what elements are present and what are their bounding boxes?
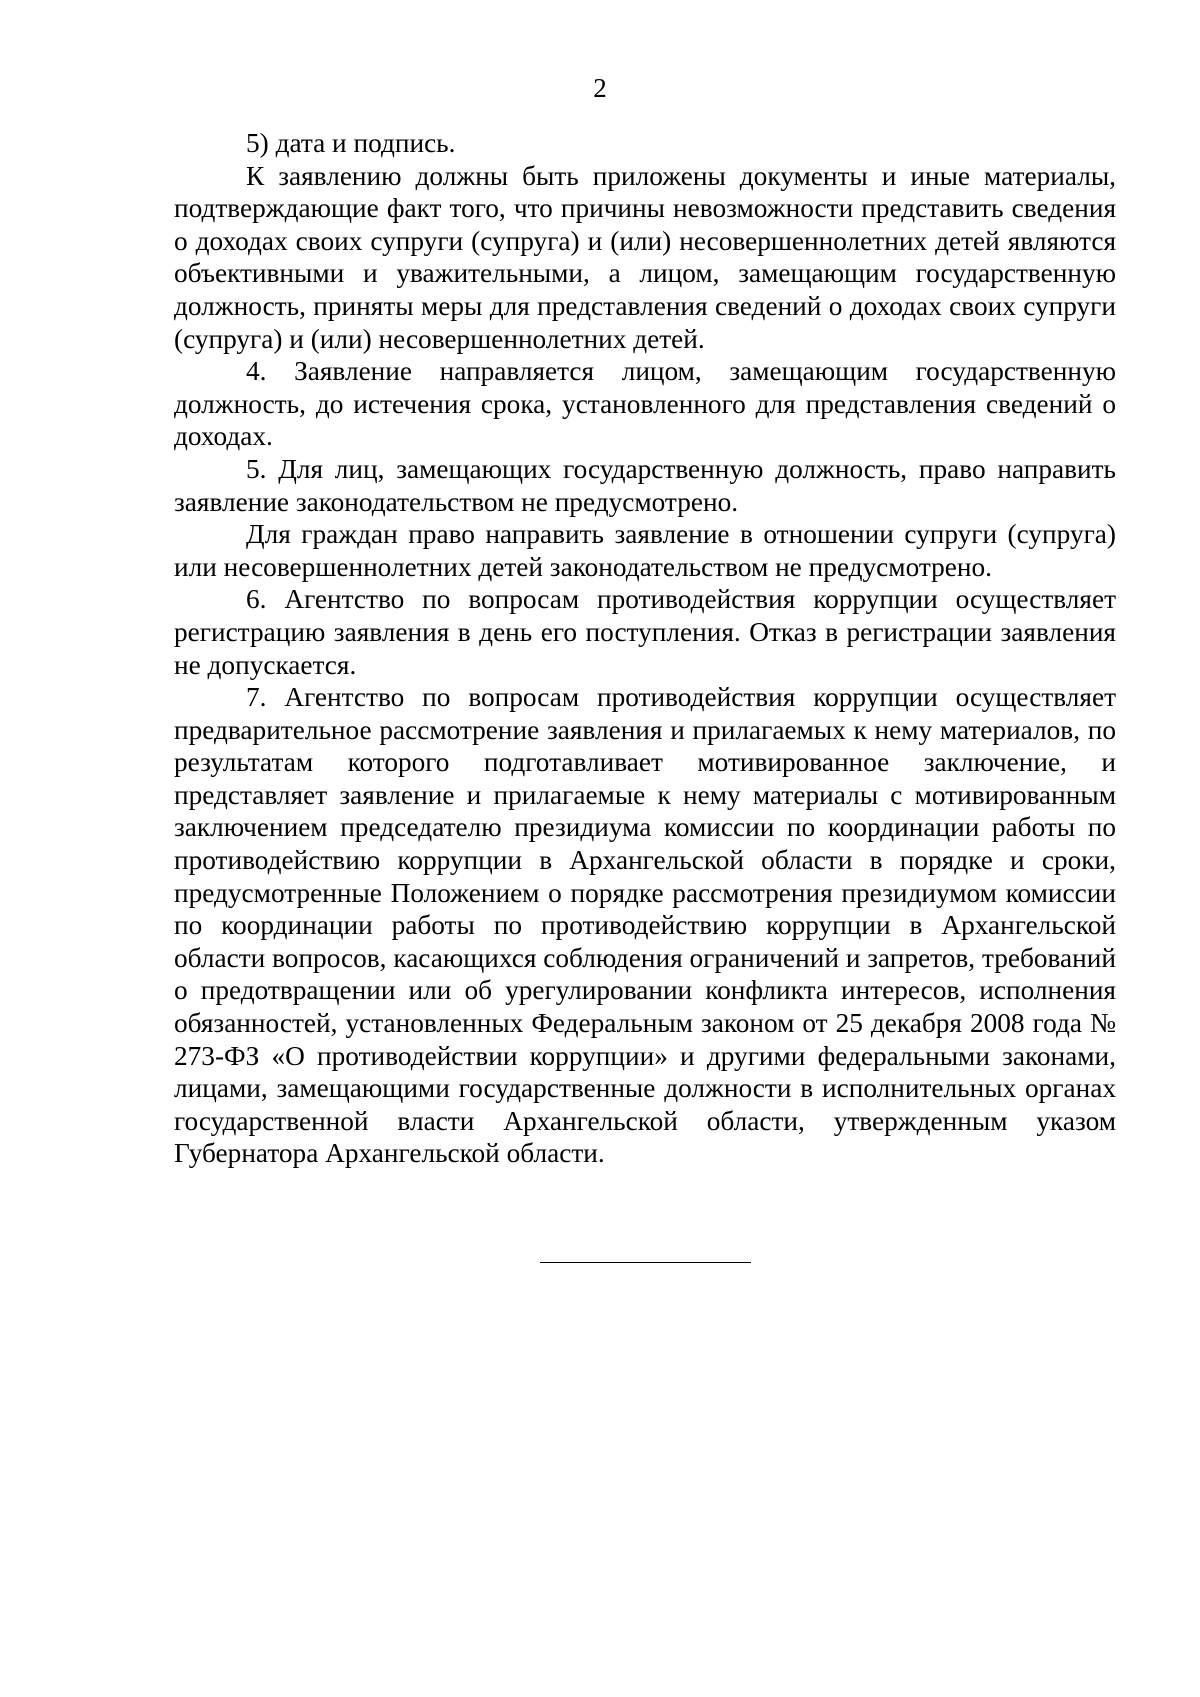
paragraph-5: 5. Для лиц, замещающих государственную должность, право направить заявление законодательством не предусмотрено. <box>174 453 1116 517</box>
paragraph-4: 4. Заявление направляется лицом, замещающим государственную должность, до истечения срока, установленного для представления сведений о доходах. <box>174 356 1116 452</box>
end-divider-line <box>540 1262 751 1263</box>
paragraph-7: 7. Агентство по вопросам противодействия коррупции осуществляет предварительное рассмотрение заявления и прилагаемых к нему материалов, по результатам которого подготавливает мотивированное заключение, и представляет заявление и прилагаемые к нему материалы с мотивированным заключением председателю президиума комиссии по координации работы по противодействию коррупции в Архангельской области в порядке и сроки, предусмотренные Положением о порядке рассмотрения президиумом комиссии по координации работы по противодействию коррупции в Архангельской области вопросов, касающихся соблюдения ограничений и запретов, требований о предотвращении или об урегулировании конфликта интересов, исполнения обязанностей, установленных Федеральным законом от 25 декабря 2008 года № 273-ФЗ «О противодействии коррупции» и другими федеральными законами, лицами, замещающими государственные должности в исполнительных органах государственной власти Архангельской области, утвержденным указом Губернатора Архангельской области. <box>174 682 1116 1169</box>
paragraph-item-5: 5) дата и подпись. <box>246 128 456 158</box>
page-number: 2 <box>593 73 607 103</box>
paragraph-6: 6. Агентство по вопросам противодействия коррупции осуществляет регистрацию заявления в день его поступления. Отказ в регистрации заявления не допускается. <box>174 584 1116 680</box>
paragraph-attachments: К заявлению должны быть приложены документы и иные материалы, подтверждающие факт того, что причины невозможности представить сведения о доходах своих супруги (супруга) и (или) несовершеннолетних детей являются объективными и уважительными, а лицом, замещающим государственную должность, приняты меры для представления сведений о доходах своих супруги (супруга) и (или) несовершеннолетних детей. <box>174 160 1116 354</box>
document-body <box>174 127 1116 1170</box>
paragraph-citizens: Для граждан право направить заявление в отношении супруги (супруга) или несовершеннолетних детей законодательством не предусмотрено. <box>174 519 1116 582</box>
